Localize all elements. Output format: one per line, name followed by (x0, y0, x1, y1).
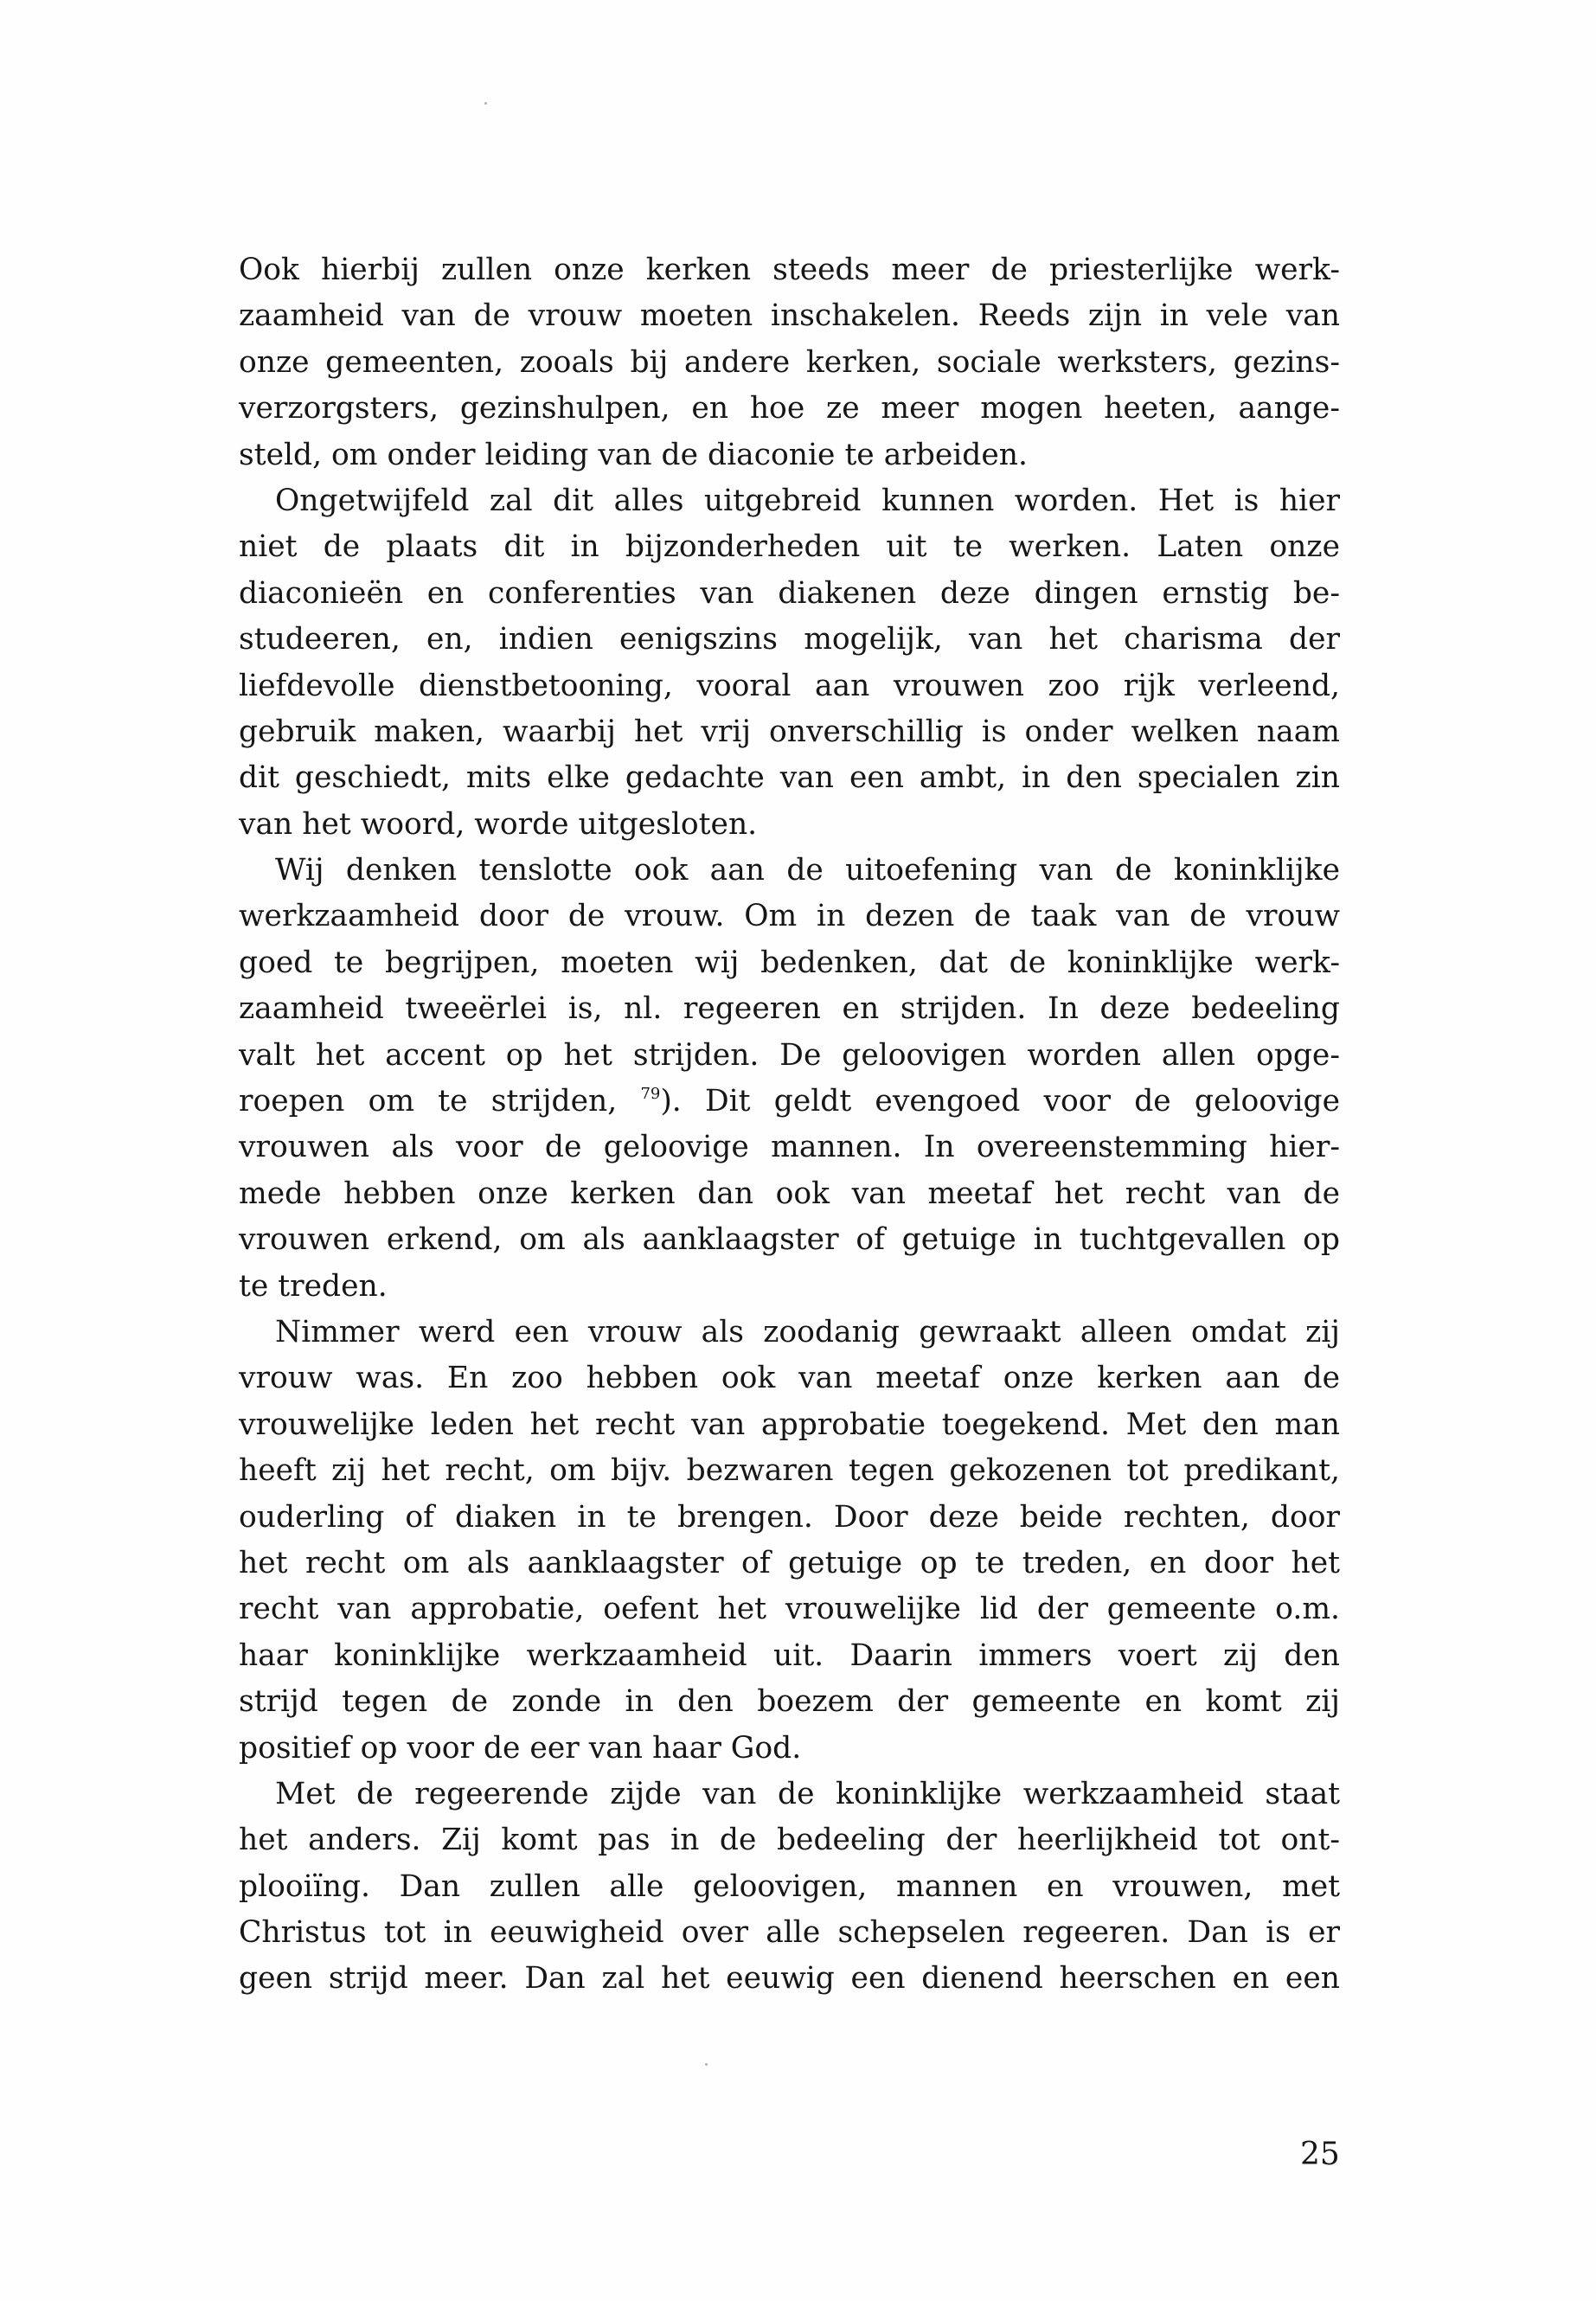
text-line: het recht om als aanklaagster of getuige op te treden, en door het (239, 1545, 1340, 1580)
text-line: Christus tot in eeuwigheid over alle schepselen regeeren. Dan is er (239, 1915, 1340, 1951)
text-line: vrouwen als voor de geloovige mannen. In overeenstemming hier- (239, 1130, 1340, 1165)
text-line: recht van approbatie, oefent het vrouwelijke lid der gemeente o.m. (239, 1592, 1340, 1627)
text-line: diaconieën en conferenties van diakenen deze dingen ernstig be- (239, 575, 1340, 611)
text-line: vrouwen erkend, om als aanklaagster of getuige in tuchtgevallen op (239, 1222, 1340, 1258)
text-line: positief op voor de eer van haar God. (239, 1730, 802, 1766)
text-line: het anders. Zij komt pas in de bedeeling der heerlijkheid tot ont- (239, 1823, 1340, 1858)
paragraph-5 (239, 1772, 1340, 2003)
text-line: Met de regeerende zijde van de koninklijke werkzaamheid staat (275, 1776, 1340, 1811)
text-line: dit geschiedt, mits elke gedachte van een ambt, in den specialen zin (239, 760, 1340, 796)
text-line: van het woord, worde uitgesloten. (239, 806, 758, 842)
footnote-reference: 79 (640, 1085, 661, 1104)
text-line: mede hebben onze kerken dan ook van meetaf het recht van de (239, 1176, 1340, 1211)
text-line-with-footnote (239, 1079, 1340, 1125)
text-line: studeeren, en, indien eenigszins mogelijk, van het charisma der (239, 622, 1340, 657)
text-line: vrouw was. En zoo hebben ook van meetaf onze kerken aan de (239, 1361, 1340, 1396)
paragraph-3 (239, 848, 1340, 1310)
text-segment: roepen om te strijden, (239, 1084, 618, 1119)
paragraph-2 (239, 478, 1340, 848)
scan-speck (484, 102, 487, 105)
text-line: ouderling of diaken in te brengen. Door deze beide rechten, door (239, 1499, 1340, 1535)
text-line: haar koninklijke werkzaamheid uit. Daarin immers voert zij den (239, 1638, 1340, 1673)
text-line: goed te begrijpen, moeten wij bedenken, dat de koninklijke werk- (239, 945, 1340, 980)
text-line: strijd tegen de zonde in den boezem der gemeente en komt zij (239, 1684, 1340, 1720)
text-line: vrouwelijke leden het recht van approbatie toegekend. Met den man (239, 1407, 1340, 1442)
text-line: zaamheid tweeërlei is, nl. regeeren en strijden. In deze bedeeling (239, 991, 1340, 1027)
text-line: valt het accent op het strijden. De geloovigen worden allen opge- (239, 1037, 1340, 1073)
text-line: steld, om onder leiding van de diaconie te arbeiden. (239, 437, 1028, 472)
text-line: onze gemeenten, zooals bij andere kerken, sociale werksters, gezins- (239, 344, 1340, 380)
text-line: Ook hierbij zullen onze kerken steeds meer de priesterlijke werk- (239, 253, 1340, 287)
text-line: geen strijd meer. Dan zal het eeuwig een dienend heerschen en een (239, 1961, 1340, 1997)
text-line: heeft zij het recht, om bijv. bezwaren tegen gekozenen tot predikant, (239, 1453, 1340, 1489)
text-line: te treden. (239, 1268, 388, 1304)
text-line: verzorgsters, gezinshulpen, en hoe ze meer mogen heeten, aange- (239, 391, 1340, 426)
text-line: zaamheid van de vrouw moeten inschakelen. Reeds zijn in vele van (239, 298, 1340, 334)
scan-speck (705, 2063, 708, 2066)
text-line: Ongetwijfeld zal dit alles uitgebreid kunnen worden. Het is hier (275, 483, 1340, 518)
text-line: Wij denken tenslotte ook aan de uitoefening van de koninklijke (275, 853, 1340, 888)
text-line: gebruik maken, waarbij het vrij onverschillig is onder welken naam (239, 714, 1340, 749)
paragraph-4 (239, 1310, 1340, 1772)
body-text (239, 247, 1340, 2003)
text-line: niet de plaats dit in bijzonderheden uit te werken. Laten onze (239, 529, 1340, 565)
text-segment: Dit geldt evengoed voor de geloovige (704, 1084, 1341, 1119)
text-line: Nimmer werd een vrouw als zoodanig gewraakt alleen omdat zij (275, 1314, 1340, 1349)
footnote-close: ). (660, 1084, 682, 1119)
text-line: plooiïng. Dan zullen alle geloovigen, mannen en vrouwen, met (239, 1868, 1340, 1904)
text-line: werkzaamheid door de vrouw. Om in dezen de taak van de vrouw (239, 899, 1340, 934)
page-number: 25 (1300, 2137, 1340, 2172)
paragraph-1 (239, 247, 1340, 478)
text-line: liefdevolle dienstbetooning, vooral aan vrouwen zoo rijk verleend, (239, 668, 1340, 703)
